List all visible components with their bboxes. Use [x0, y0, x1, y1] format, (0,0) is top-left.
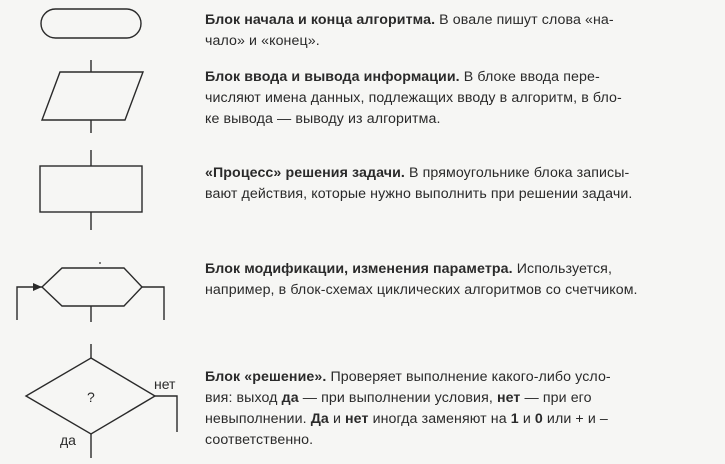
- loop-arrow-head: [33, 283, 42, 291]
- loop-exit-line: [142, 287, 164, 320]
- process-text: В прямоугольнике блока записы- вают действия, которые нужно выполнить при решении задачи.: [205, 165, 633, 202]
- decision-text-7: или + и – соответственно.: [205, 411, 608, 448]
- decision-text-3: — при его невыполнении.: [205, 390, 592, 427]
- modification-description: [205, 259, 720, 301]
- decision-text-4: и: [328, 411, 346, 427]
- decision-question-label: ?: [87, 389, 95, 405]
- terminator-description: [205, 10, 720, 52]
- terminator-text: В овале пишут слова «на- чало» и «конец».: [205, 12, 614, 49]
- decision-bold-yes-2: Да: [310, 411, 329, 427]
- loop-return-line: [17, 287, 42, 320]
- decision-bold-no-2: нет: [345, 411, 369, 427]
- decision-bold-one: 1: [510, 411, 519, 427]
- decision-bold-zero: 0: [534, 411, 543, 427]
- io-parallelogram-symbol: [42, 72, 143, 120]
- decision-bold-no: нет: [496, 390, 521, 406]
- decision-text-6: и: [518, 411, 535, 427]
- decision-no-line: [155, 396, 177, 432]
- io-text: В блоке ввода пере- числяют имена данных, подлежащих вводу в алгоритм, в бло- ке вывода — выводу из алгоритма.: [205, 69, 622, 127]
- process-heading: «Процесс» решения задачи.: [205, 165, 405, 181]
- terminator-symbol: [41, 9, 141, 38]
- flowchart-symbols: [0, 0, 200, 464]
- io-description: [205, 67, 720, 130]
- decision-description: [205, 367, 720, 451]
- decision-yes-label: да: [60, 432, 76, 448]
- decision-text-1: Проверяет выполнение какого-либо усло- вия: выход: [205, 369, 611, 406]
- decision-text-5: иногда заменяют на: [368, 411, 511, 427]
- process-description: [205, 163, 720, 205]
- io-heading: Блок ввода и вывода информации.: [205, 69, 460, 85]
- modification-text: Используется, например, в блок-схемах циклических алгоритмов со счетчиком.: [205, 261, 638, 298]
- process-rectangle-symbol: [40, 166, 142, 212]
- decision-no-label: нет: [154, 376, 176, 392]
- modification-heading: Блок модификации, изменения параметра.: [205, 261, 513, 277]
- decision-bold-yes: да: [281, 390, 299, 406]
- terminator-heading: Блок начала и конца алгоритма.: [205, 12, 436, 28]
- decision-text-2: — при выполнении условия,: [298, 390, 497, 406]
- modification-hexagon-symbol: [42, 268, 142, 306]
- hexagon-dot: [99, 262, 101, 264]
- decision-heading: Блок «решение».: [205, 369, 327, 385]
